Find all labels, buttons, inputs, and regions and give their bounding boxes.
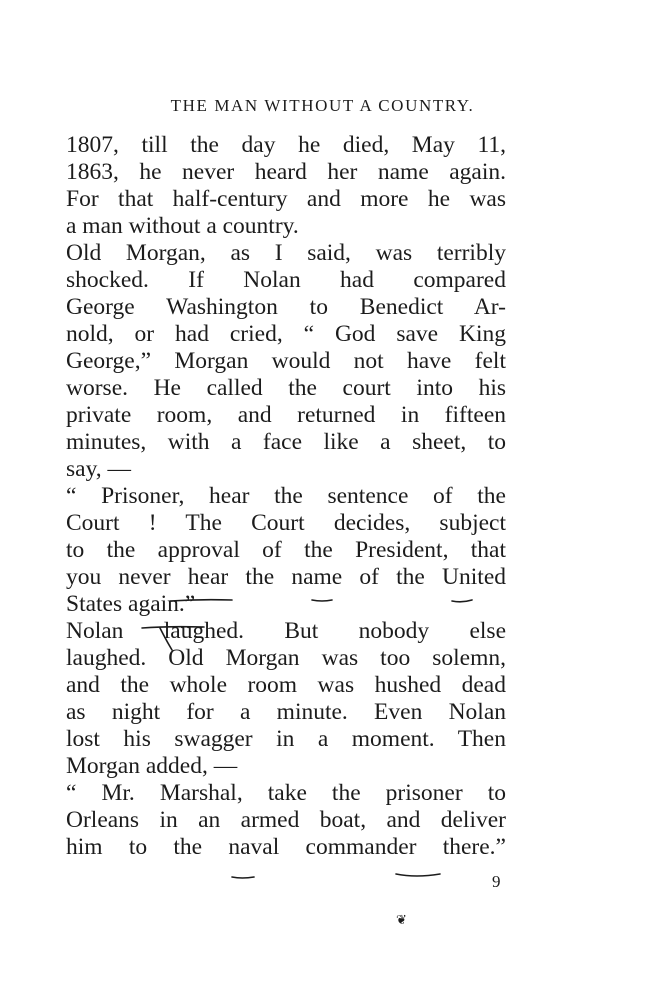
text-line: shocked. If Nolan had compared	[66, 267, 506, 293]
text-line: private room, and returned in fifteen	[66, 402, 506, 428]
text-line: a man without a country.	[66, 213, 299, 239]
text-line: George,” Morgan would not have felt	[66, 348, 506, 374]
page-number: 9	[492, 872, 501, 891]
underline-mark	[396, 874, 440, 876]
ornament-icon: ❦	[396, 912, 407, 927]
text-line: to the approval of the President, that	[66, 537, 506, 563]
text-line: and the whole room was hushed dead	[66, 672, 506, 698]
body-text	[66, 132, 506, 861]
text-line: “ Mr. Marshal, take the prisoner to	[66, 780, 506, 806]
text-line: George Washington to Benedict Ar-	[66, 294, 506, 320]
text-line: Nolan laughed. But nobody else	[66, 618, 506, 644]
text-line: lost his swagger in a moment. Then	[66, 726, 506, 752]
text-line: States again.”	[66, 591, 196, 617]
text-line: worse. He called the court into his	[66, 375, 506, 401]
text-line: Old Morgan, as I said, was terribly	[66, 240, 506, 266]
text-line: 1863, he never heard her name again.	[66, 159, 506, 185]
text-line: Morgan added, —	[66, 753, 238, 779]
text-line: you never hear the name of the United	[66, 564, 506, 590]
underline-mark	[232, 877, 254, 878]
text-line: say, —	[66, 456, 132, 482]
text-line: Court ! The Court decides, subject	[66, 510, 506, 536]
text-line: laughed. Old Morgan was too solemn,	[66, 645, 506, 671]
text-line: 1807, till the day he died, May 11,	[66, 132, 506, 158]
text-line: nold, or had cried, “ God save King	[66, 321, 506, 347]
running-head: THE MAN WITHOUT A COUNTRY.	[170, 96, 475, 115]
text-line: For that half-century and more he was	[66, 186, 506, 212]
text-line: “ Prisoner, hear the sentence of the	[66, 483, 506, 509]
text-line: minutes, with a face like a sheet, to	[66, 429, 506, 455]
text-line: as night for a minute. Even Nolan	[66, 699, 506, 725]
text-line: him to the naval commander there.”	[66, 834, 506, 860]
text-line: Orleans in an armed boat, and deliver	[66, 807, 506, 833]
